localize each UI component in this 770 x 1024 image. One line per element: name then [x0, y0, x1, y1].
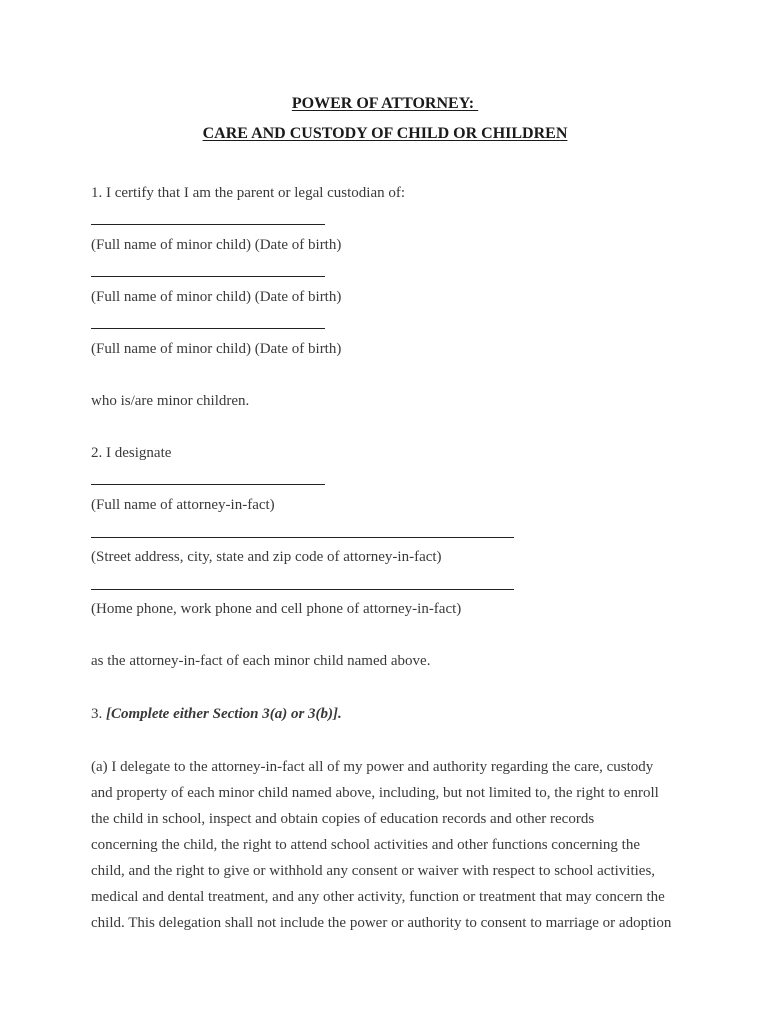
document-subtitle: CARE AND CUSTODY OF CHILD OR CHILDREN: [202, 125, 568, 142]
attorney-address-blank[interactable]: [91, 537, 514, 538]
minor-children-statement: who is/are minor children.: [91, 393, 250, 409]
section3a-paragraph: [91, 757, 691, 939]
attorney-designation-statement: as the attorney-in-fact of each minor child named above.: [91, 653, 431, 669]
paragraph-line: child. This delegation shall not include the power or authority to consent to marriage or adoption: [91, 915, 672, 931]
attorney-phone-label: (Home phone, work phone and cell phone of attorney-in-fact): [91, 601, 462, 617]
paragraph-line: medical and dental treatment, and any other activity, function or treatment that may concern the: [91, 889, 665, 905]
attorney-address-label: (Street address, city, state and zip code of attorney-in-fact): [91, 549, 442, 565]
section3-instruction: [Complete either Section 3(a) or 3(b)].: [106, 706, 342, 722]
child-label-2: (Full name of minor child) (Date of birth): [91, 289, 342, 305]
child-label-3: (Full name of minor child) (Date of birth): [91, 341, 342, 357]
child-label-1: (Full name of minor child) (Date of birth): [91, 237, 342, 253]
child-name-blank-2[interactable]: [91, 276, 325, 277]
attorney-phone-blank[interactable]: [91, 589, 514, 590]
paragraph-line: and property of each minor child named above, including, but not limited to, the right to enroll: [91, 785, 659, 801]
paragraph-line: child, and the right to give or withhold any consent or waiver with respect to school activities,: [91, 863, 656, 879]
section3-number: 3.: [91, 706, 106, 722]
paragraph-line: (a) I delegate to the attorney-in-fact all of my power and authority regarding the care, custody: [91, 759, 654, 775]
section3-heading: [91, 706, 342, 723]
attorney-name-label: (Full name of attorney-in-fact): [91, 497, 275, 513]
paragraph-line: concerning the child, the right to attend school activities and other functions concerning the: [91, 837, 641, 853]
designate-statement: 2. I designate: [91, 445, 172, 461]
attorney-name-blank[interactable]: [91, 484, 325, 485]
paragraph-line: the child in school, inspect and obtain copies of education records and other records: [91, 811, 595, 827]
document-title: POWER OF ATTORNEY:: [291, 95, 479, 112]
child-name-blank-3[interactable]: [91, 328, 325, 329]
child-name-blank-1[interactable]: [91, 224, 325, 225]
certify-statement: 1. I certify that I am the parent or legal custodian of:: [91, 185, 406, 201]
